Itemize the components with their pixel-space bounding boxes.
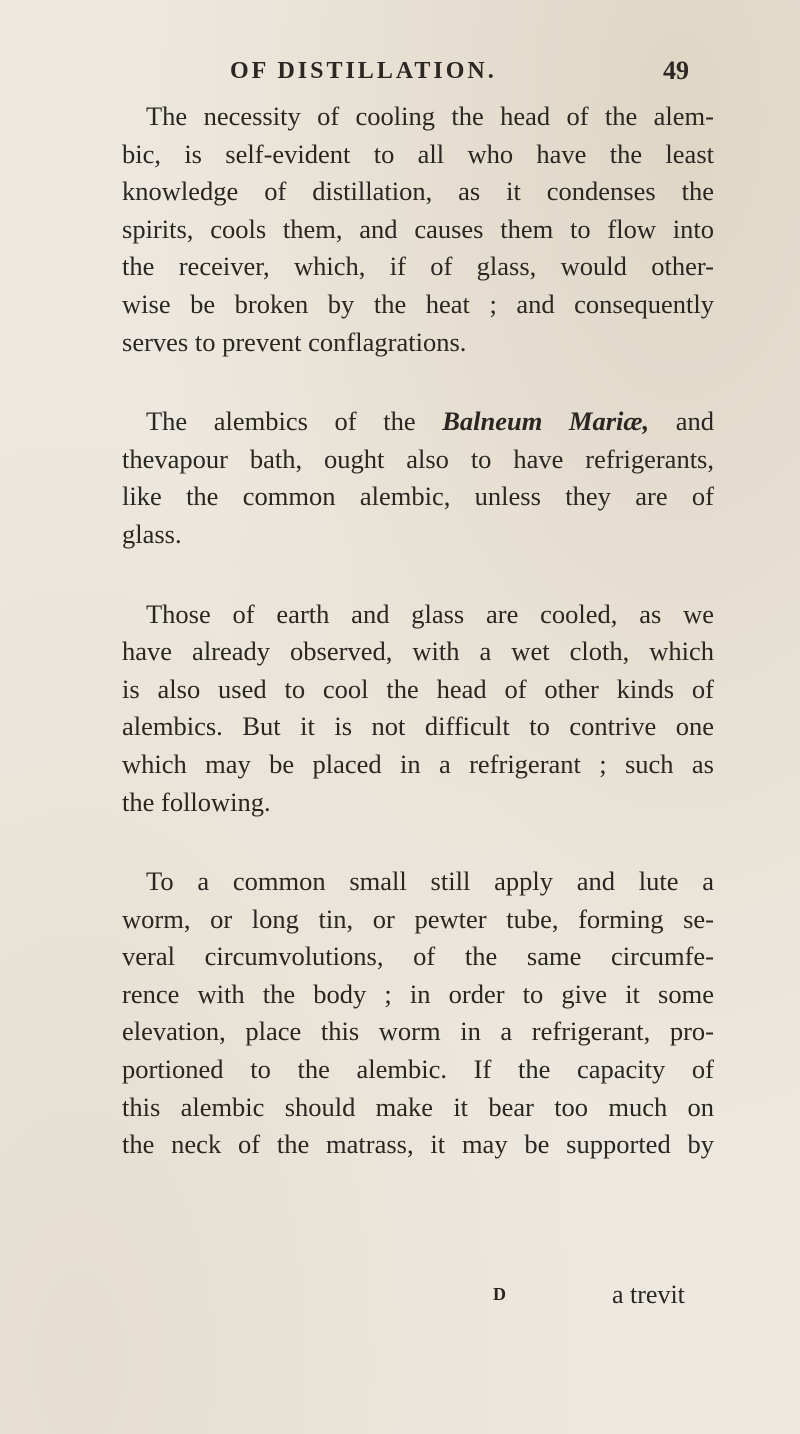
text-line: have already observed, with a wet cloth, which [122, 636, 714, 667]
text-span: and [675, 406, 714, 437]
text-line: serves to prevent conflagrations. [122, 326, 467, 357]
text-line: bic, is self-evident to all who have the least [122, 138, 714, 169]
text-line: the receiver, which, if of glass, would other- [122, 251, 714, 282]
text-line: elevation, place this worm in a refrigerant, pro- [122, 1016, 714, 1047]
body-text [122, 98, 714, 1164]
catchword: a trevit [612, 1280, 685, 1309]
text-line: glass. [122, 518, 182, 549]
text-line: which may be placed in a refrigerant ; such as [122, 748, 714, 779]
text-line: thevapour bath, ought also to have refrigerants, [122, 443, 714, 474]
text-line: portioned to the alembic. If the capacity of [122, 1054, 714, 1085]
paragraph-cooling-alembic [122, 98, 714, 361]
text-line: rence with the body ; in order to give it some [122, 978, 714, 1009]
text-line [122, 403, 714, 441]
signature-mark: D [493, 1284, 506, 1304]
text-line: The necessity of cooling the head of the alem- [146, 101, 714, 131]
text-line: this alembic should make it bear too much on [122, 1091, 714, 1122]
paragraph-balneum-mariae [122, 403, 714, 553]
paragraph-earth-and-glass [122, 596, 714, 822]
running-head-title: OF DISTILLATION. [230, 58, 497, 84]
text-line: wise be broken by the heat ; and consequently [122, 288, 714, 319]
running-head [0, 58, 800, 88]
text-line: like the common alembic, unless they are of [122, 481, 714, 512]
text-line: the neck of the matrass, it may be supported by [122, 1129, 714, 1160]
text-line: knowledge of distillation, as it condenses the [122, 176, 714, 207]
text-line: the following. [122, 786, 271, 817]
text-line: is also used to cool the head of other kinds of [122, 673, 714, 704]
paragraph-common-still [122, 863, 714, 1164]
text-line: worm, or long tin, or pewter tube, forming se- [122, 903, 714, 934]
text-line: alembics. But it is not difficult to contrive one [122, 711, 714, 742]
page-footer [0, 1282, 800, 1318]
text-span: The alembics of the [146, 406, 416, 437]
text-line: veral circumvolutions, of the same circumfe- [122, 941, 714, 972]
page-number: 49 [663, 56, 689, 85]
italic-term: Balneum Mariæ, [442, 406, 650, 437]
text-line: To a common small still apply and lute a [146, 866, 714, 897]
text-line: spirits, cools them, and causes them to flow into [122, 213, 714, 244]
text-line: Those of earth and glass are cooled, as we [146, 598, 714, 629]
